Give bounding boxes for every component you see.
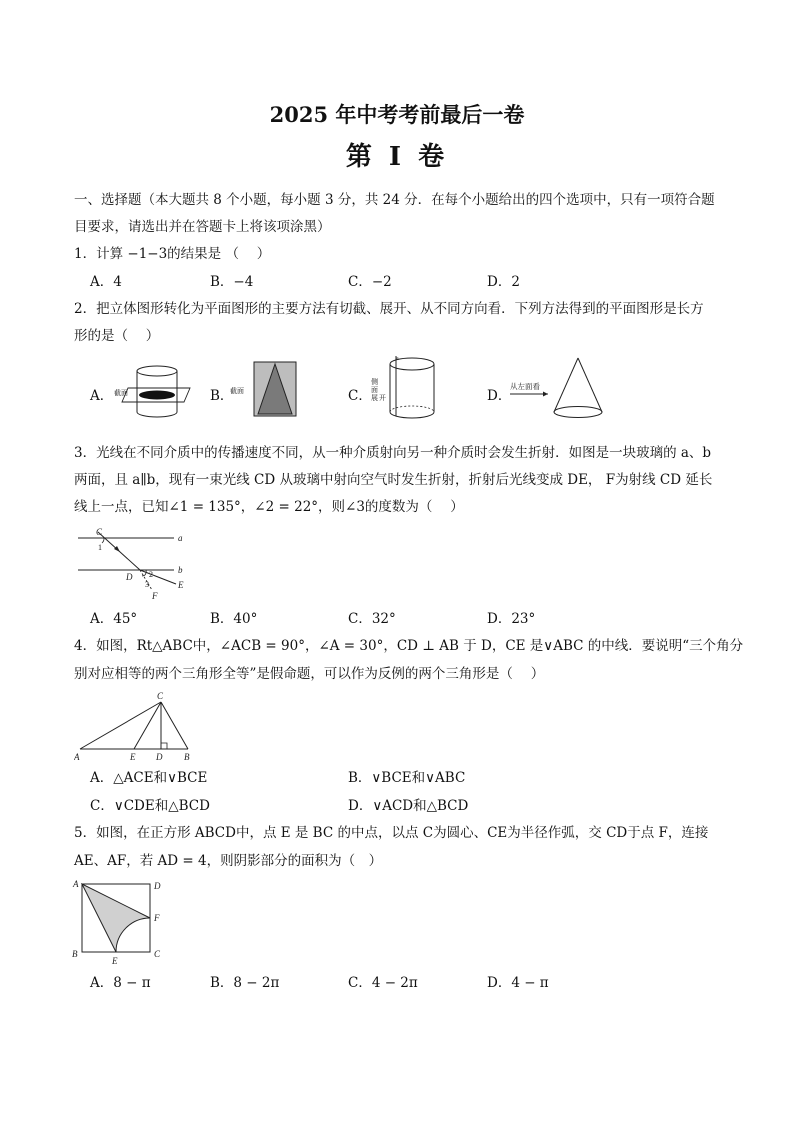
q5-option-d: D．4 − π: [487, 975, 549, 991]
q2-stem-line1: 2．把立体图形转化为平面图形的主要方法有切截、展开、从不同方向看．下列方法得到的平面图形是长方: [74, 301, 704, 317]
q2-figure-b-cone-section: [228, 360, 303, 420]
q4-label-e: E: [130, 752, 136, 762]
q3-label-d: D: [126, 572, 133, 582]
q3-label-c: C: [96, 527, 103, 537]
q3-figure-refraction: [74, 526, 204, 602]
q5-label-f: F: [154, 913, 160, 923]
q3-label-3: 3: [145, 580, 149, 589]
q4-stem-line2: 别对应相等的两个三角形全等”是假命题，可以作为反例的两个三角形是（ ）: [74, 666, 545, 682]
q1-option-d: D．2: [487, 274, 520, 290]
q5-label-b: B: [72, 949, 78, 959]
q4-option-a: A．△ACE和∨BCE: [90, 770, 208, 786]
q1-option-b: B．−4: [210, 274, 254, 290]
section-instructions-line2: 目要求，请选出并在答题卡上将该项涂黑）: [74, 219, 331, 235]
q5-label-d: D: [154, 881, 161, 891]
q3-option-b: B．40°: [210, 611, 258, 627]
q2-label-b: B．: [210, 388, 234, 404]
q1-stem: 1．计算 −1−3的结果是 （ ）: [74, 246, 271, 262]
q3-option-a: A．45°: [90, 611, 138, 627]
q2-figure-c-cylinder-unfold: [366, 352, 441, 424]
q1-option-a: A．4: [90, 274, 122, 290]
q2-stem-line2: 形的是（ ）: [74, 328, 160, 344]
q3-label-f: F: [152, 591, 158, 601]
q4-label-a: A: [74, 752, 80, 762]
q1-option-c: C．−2: [348, 274, 392, 290]
q4-label-c: C: [157, 691, 164, 701]
q2-figure-b-label: 截面: [230, 387, 244, 395]
q2-figure-c-label-1: 侧: [371, 378, 378, 386]
section-subtitle: 第 I 卷: [345, 142, 449, 172]
q5-label-e: E: [112, 956, 118, 966]
q5-stem-line1: 5．如图，在正方形 ABCD中，点 E 是 BC 的中点，以点 C为圆心、CE为半径作弧，交 CD于点 F，连接: [74, 825, 709, 841]
q5-option-c: C．4 − 2π: [348, 975, 418, 991]
q2-figure-c-label-3: 展: [371, 394, 378, 402]
q2-label-a: A．: [90, 388, 114, 404]
q4-option-d: D．∨ACD和△BCD: [348, 798, 469, 814]
q2-figure-d-cone-view: [508, 356, 608, 424]
q5-option-b: B．8 − 2π: [210, 975, 280, 991]
svg-text:a: a: [396, 356, 399, 362]
q3-option-c: C．32°: [348, 611, 396, 627]
q3-label-1: 1: [98, 543, 102, 552]
q3-option-d: D．23°: [487, 611, 536, 627]
q4-figure-triangle: [74, 690, 204, 764]
q2-figure-a-cylinder-section: [112, 362, 200, 422]
q4-stem-line1: 4．如图，Rt△ABC中，∠ACB = 90°，∠A = 30°，CD ⊥ AB 于 D，CE 是∨ABC 的中线．要说明“三个角分: [74, 638, 744, 654]
q2-label-d: D．: [487, 388, 512, 404]
q3-label-2: 2: [149, 570, 153, 579]
q4-label-b: B: [184, 752, 190, 762]
section-instructions-line1: 一、选择题（本大题共 8 个小题，每小题 3 分，共 24 分．在每个小题给出的四个选项中，只有一项符合题: [74, 192, 715, 208]
q5-label-c: C: [154, 949, 161, 959]
q5-stem-line2: AE、AF，若 AD = 4，则阴影部分的面积为（ ）: [74, 853, 383, 869]
q5-label-a: A: [73, 879, 79, 889]
q2-figure-a-label: 截面: [114, 389, 128, 397]
q2-figure-c-label-4: 开: [379, 394, 386, 402]
q4-label-d: D: [156, 752, 163, 762]
q4-option-b: B．∨BCE和∨ABC: [348, 770, 466, 786]
q4-option-c: C．∨CDE和△BCD: [90, 798, 210, 814]
page-title: 2025 年中考考前最后一卷: [269, 102, 525, 127]
q2-label-c: C．: [348, 388, 372, 404]
q3-stem-line1: 3．光线在不同介质中的传播速度不同，从一种介质射向另一种介质时会发生折射．如图是一块玻璃的 a、b: [74, 445, 712, 461]
q2-figure-c-label-2: 面: [371, 386, 378, 394]
q5-option-a: A．8 − π: [90, 975, 151, 991]
q3-label-e: E: [178, 580, 184, 590]
q3-stem-line2: 两面，且 a∥b，现有一束光线 CD 从玻璃中射向空气时发生折射，折射后光线变成 DE， F为射线 CD 延长: [74, 472, 713, 488]
q3-stem-line3: 线上一点，已知∠1 = 135°，∠2 = 22°，则∠3的度数为（ ）: [74, 499, 464, 515]
q3-label-a: a: [178, 533, 183, 543]
q5-figure-square: [70, 876, 170, 968]
q2-figure-d-label: 从左面看: [510, 382, 540, 391]
q3-label-b: b: [178, 565, 183, 575]
